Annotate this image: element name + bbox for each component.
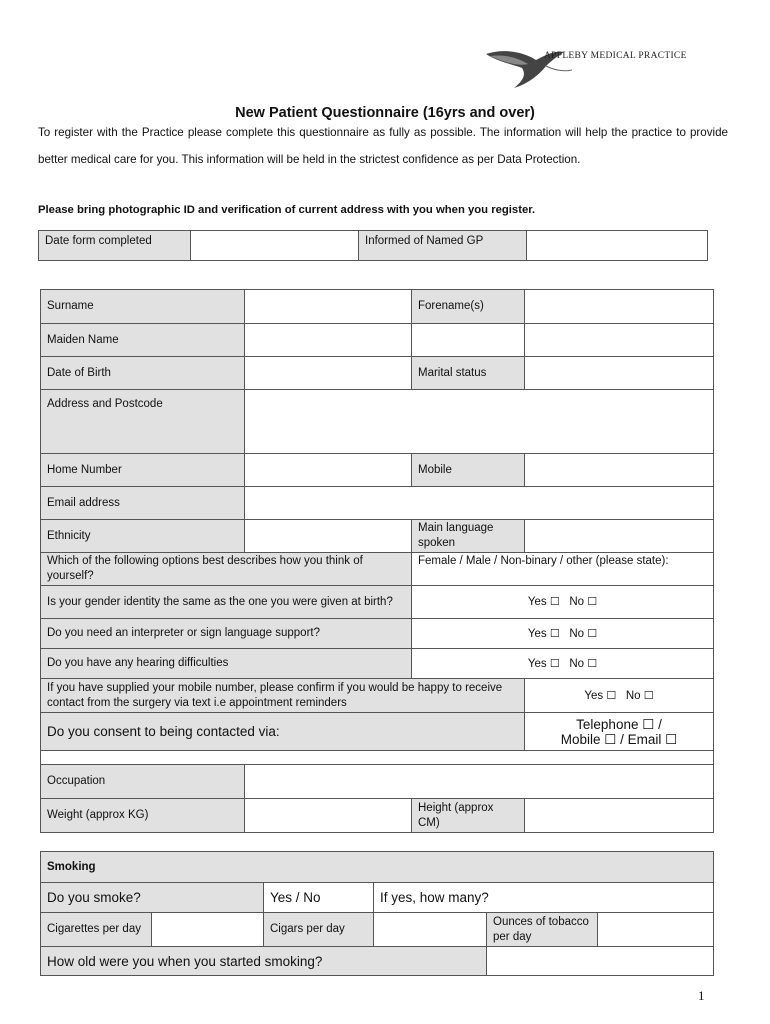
interpreter-question: Do you need an interpreter or sign language support? [41, 619, 412, 649]
sms-consent-question: If you have supplied your mobile number, please confirm if you would be happy to receive contact from the surgery via text i.e appointment reminders [41, 679, 525, 713]
date-completed-field[interactable] [191, 231, 359, 261]
practice-logo [484, 40, 706, 90]
smoking-table [40, 851, 714, 976]
form-date-table [38, 230, 708, 261]
how-many-label[interactable]: If yes, how many? [374, 883, 714, 913]
cigars-field[interactable] [374, 913, 487, 947]
sms-consent-answer[interactable]: Yes ☐ No ☐ [525, 679, 714, 713]
yes-checkbox[interactable]: ☐ [549, 626, 560, 640]
date-completed-label: Date form completed [39, 231, 191, 261]
blank-cell [412, 324, 525, 357]
ethnicity-label: Ethnicity [41, 520, 245, 553]
surname-field[interactable] [245, 290, 412, 324]
logo-text: APPLEBY MEDICAL PRACTICE [544, 51, 687, 61]
surname-label: Surname [41, 290, 245, 324]
named-gp-label: Informed of Named GP [359, 231, 527, 261]
occupation-field[interactable] [245, 765, 714, 799]
bird-logo-icon [484, 40, 574, 90]
start-age-field[interactable] [487, 947, 714, 976]
main-language-label: Main language spoken [412, 520, 525, 553]
interpreter-answer[interactable]: Yes ☐ No ☐ [412, 619, 714, 649]
ethnicity-field[interactable] [245, 520, 412, 553]
id-note: Please bring photographic ID and verification of current address with you when you register. [38, 204, 536, 216]
dob-label: Date of Birth [41, 357, 245, 390]
gender-question: Which of the following options best describes how you think of yourself? [41, 553, 412, 586]
page-title: New Patient Questionnaire (16yrs and over) [235, 105, 535, 121]
smoke-yes-no[interactable]: Yes / No [264, 883, 374, 913]
email-label: Email address [41, 487, 245, 520]
yes-checkbox[interactable]: ☐ [549, 595, 560, 608]
hearing-question: Do you have any hearing difficulties [41, 649, 412, 679]
no-checkbox[interactable]: ☐ [587, 626, 598, 640]
home-number-field[interactable] [245, 454, 412, 487]
marital-status-label: Marital status [412, 357, 525, 390]
page-number: 1 [698, 988, 705, 1003]
height-label: Height (approx CM) [412, 799, 525, 833]
yes-checkbox[interactable]: ☐ [549, 656, 560, 670]
height-field[interactable] [525, 799, 714, 833]
gender-identity-answer[interactable]: Yes ☐ No ☐ [412, 586, 714, 619]
blank-cell [525, 324, 714, 357]
tobacco-label: Ounces of tobacco per day [487, 913, 598, 947]
mobile-field[interactable] [525, 454, 714, 487]
personal-details-table [40, 289, 714, 833]
hearing-answer[interactable]: Yes ☐ No ☐ [412, 649, 714, 679]
gender-identity-question: Is your gender identity the same as the one you were given at birth? [41, 586, 412, 619]
maiden-name-field[interactable] [245, 324, 412, 357]
contact-consent-question: Do you consent to being contacted via: [41, 713, 525, 751]
cigarettes-label: Cigarettes per day [41, 913, 152, 947]
home-number-label: Home Number [41, 454, 245, 487]
gender-options[interactable]: Female / Male / Non-binary / other (please state): [412, 553, 714, 586]
marital-status-field[interactable] [525, 357, 714, 390]
address-label: Address and Postcode [41, 390, 245, 454]
no-checkbox[interactable]: ☐ [643, 688, 654, 702]
smoking-section-header: Smoking [41, 852, 714, 883]
no-checkbox[interactable]: ☐ [587, 595, 598, 608]
forenames-label: Forename(s) [412, 290, 525, 324]
tobacco-field[interactable] [598, 913, 714, 947]
address-field[interactable] [245, 390, 714, 454]
maiden-name-label: Maiden Name [41, 324, 245, 357]
contact-option-line1[interactable]: Telephone ☐ / [576, 716, 662, 732]
named-gp-field[interactable] [527, 231, 708, 261]
intro-paragraph: To register with the Practice please complete this questionnaire as fully as possible. The information will help the practice to provide better medical care for you. This information will be held in the strictest confidence as per Data Protection. [38, 126, 728, 166]
weight-field[interactable] [245, 799, 412, 833]
cigars-label: Cigars per day [264, 913, 374, 947]
no-checkbox[interactable]: ☐ [587, 656, 598, 670]
smoke-question: Do you smoke? [41, 883, 264, 913]
start-age-question: How old were you when you started smoking? [41, 947, 487, 976]
forenames-field[interactable] [525, 290, 714, 324]
yes-checkbox[interactable]: ☐ [606, 688, 617, 702]
spacer-row [41, 751, 714, 765]
main-language-field[interactable] [525, 520, 714, 553]
occupation-label: Occupation [41, 765, 245, 799]
mobile-label: Mobile [412, 454, 525, 487]
dob-field[interactable] [245, 357, 412, 390]
email-field[interactable] [245, 487, 714, 520]
contact-option-line2[interactable]: Mobile ☐ / Email ☐ [560, 731, 678, 747]
weight-label: Weight (approx KG) [41, 799, 245, 833]
contact-consent-options[interactable] [525, 713, 714, 751]
cigarettes-field[interactable] [152, 913, 264, 947]
